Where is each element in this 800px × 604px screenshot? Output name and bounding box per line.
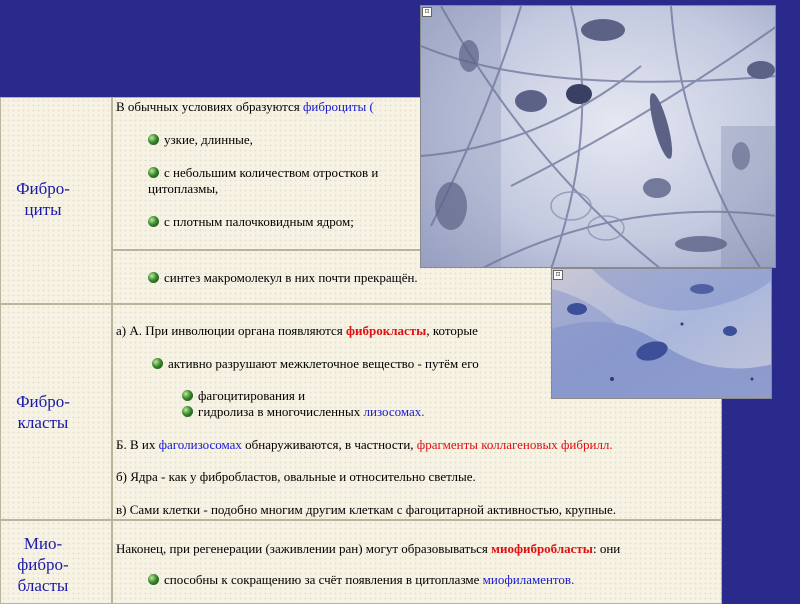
fibrocytes-label: Фибро- циты: [16, 179, 70, 219]
fibrocyte-micrograph[interactable]: [420, 5, 776, 268]
green-bullet-icon: [148, 167, 159, 178]
fibroclasts-line-B: Б. В их фаголизосомах обнаруживаются, в частности, фрагменты коллагеновых фибрилл.: [116, 437, 613, 452]
fibroclasts-line-v: в) Сами клетки - подобно многим другим клеткам с фагоцитарной активностью, крупные.: [116, 502, 617, 517]
green-bullet-icon: [148, 216, 159, 227]
green-bullet-icon: [182, 406, 193, 417]
fibroclast-micrograph[interactable]: [551, 268, 772, 399]
fibrocytes-bullet-4: синтез макромолекул в них почти прекращён.: [148, 270, 418, 286]
fibroclasts-line-a: а) А. При инволюции органа появляются фиброкласты, которые: [116, 323, 478, 338]
green-bullet-icon: [148, 134, 159, 145]
resize-handle-icon[interactable]: ⊡: [422, 7, 432, 17]
fibrocytes-bullet-2-cont: цитоплазмы,: [148, 181, 219, 196]
fibroclasts-label: Фибро- класты: [16, 392, 70, 432]
fibroclasts-bullet-1: активно разрушают межклеточное вещество - путём его: [152, 356, 479, 372]
myofibroblasts-label-cell: [0, 520, 112, 604]
fibrocytes-label-cell: [0, 97, 112, 304]
fibroclasts-label-cell: [0, 304, 112, 520]
green-bullet-icon: [182, 390, 193, 401]
fibrocyte-micrograph-image: [421, 6, 776, 268]
myofibroblasts-intro: Наконец, при регенерации (заживлении ран) могут образовываться миофибробласты: они: [116, 541, 621, 556]
fibroclast-micrograph-image: [552, 269, 772, 399]
fibroclasts-sub-2: гидролиза в многочисленных лизосомах.: [182, 404, 425, 420]
fibroclasts-sub-1: фагоцитирования и: [182, 388, 305, 404]
green-bullet-icon: [152, 358, 163, 369]
fibrocytes-bullet-1: узкие, длинные,: [148, 132, 253, 148]
green-bullet-icon: [148, 272, 159, 283]
myofibroblasts-bullet-1: способны к сокращению за счёт появления в цитоплазме миофиламентов.: [148, 572, 574, 588]
green-bullet-icon: [148, 574, 159, 585]
myofibroblasts-label: Мио- фибро- бласты: [17, 534, 69, 595]
fibrocytes-bullet-3: с плотным палочковидным ядром;: [148, 214, 354, 230]
resize-handle-icon[interactable]: ⊡: [553, 270, 563, 280]
fibrocytes-bullet-2: с небольшим количеством отростков и: [148, 165, 378, 181]
fibrocytes-intro: В обычных условиях образуются фиброциты (: [116, 99, 374, 114]
fibroclasts-line-b: б) Ядра - как у фибробластов, овальные и относительно светлые.: [116, 469, 476, 484]
myofibroblasts-content-cell: [112, 520, 722, 604]
